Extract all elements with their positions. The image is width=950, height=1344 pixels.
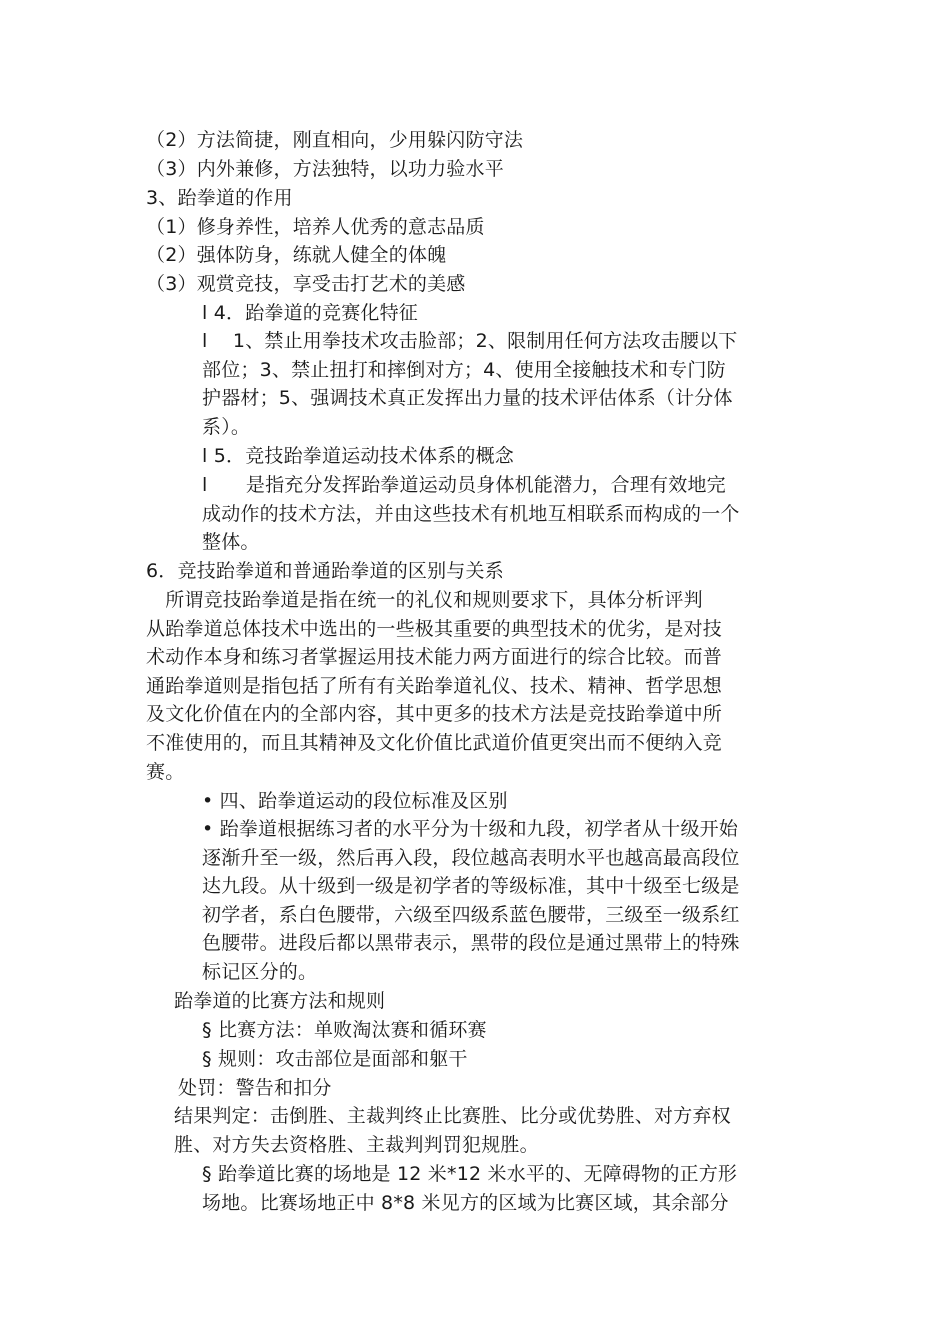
paragraph-row: 结果判定：击倒胜、主裁判终止比赛胜、比分或优势胜、对方弃权 — [174, 1105, 731, 1127]
paragraph-row: 色腰带。进段后都以黑带表示，黑带的段位是通过黑带上的特殊 — [202, 932, 740, 955]
paragraph-row: 部位；3、禁止扭打和摔倒对方；4、使用全接触技术和专门防 — [202, 358, 726, 381]
text-line-inner-outer: （3）内外兼修，方法独特，以功力验水平 — [146, 158, 504, 180]
paragraph-row: 从跆拳道总体技术中选出的一些极其重要的典型技术的优劣，是对技 — [146, 617, 723, 640]
heading-match-methods-rules: 跆拳道的比赛方法和规则 — [174, 990, 386, 1012]
paragraph-row: 及文化价值在内的全部内容，其中更多的技术方法是竞技跆拳道中所 — [146, 703, 723, 726]
text-line-cultivate: （1）修身养性，培养人优秀的意志品质 — [146, 216, 485, 238]
text-line-rules: § 规则：攻击部位是面部和躯干 — [202, 1048, 468, 1070]
text-line-strengthen: （2）强体防身，练就人健全的体魄 — [146, 244, 447, 266]
paragraph-row: 场地。比赛场地正中 8*8 米见方的区域为比赛区域，其余部分 — [202, 1191, 729, 1214]
heading-rank-standards: • 四、跆拳道运动的段位标准及区别 — [202, 790, 508, 812]
paragraph-row: 达九段。从十级到一级是初学者的等级标准，其中十级至七级是 — [202, 875, 740, 898]
paragraph-row: 标记区分的。 — [202, 960, 318, 983]
heading-competition-features: l 4．跆拳道的竞赛化特征 — [202, 302, 419, 324]
paragraph-row: • 跆拳道根据练习者的水平分为十级和九段，初学者从十级开始 — [202, 818, 739, 840]
paragraph-row: 所谓竞技跆拳道是指在统一的礼仪和规则要求下，具体分析评判 — [146, 589, 703, 611]
paragraph-row: 不准使用的，而且其精神及文化价值比武道价值更突出而不便纳入竞 — [146, 731, 723, 754]
paragraph-difference-relation — [146, 586, 722, 786]
paragraph-competition-rules — [202, 327, 738, 441]
paragraph-row: 初学者，系白色腰带，六级至四级系蓝色腰带，三级至一级系红 — [202, 903, 740, 926]
paragraph-row: 术动作本身和练习者掌握运用技术能力两方面进行的综合比较。而普 — [146, 646, 723, 669]
paragraph-row: 胜、对方失去资格胜、主裁判判罚犯规胜。 — [174, 1133, 539, 1156]
paragraph-result-judgement — [174, 1102, 731, 1159]
paragraph-competition-area — [202, 1160, 737, 1217]
paragraph-row: l 1、禁止用拳技术攻击脸部；2、限制用任何方法攻击腰以下 — [202, 330, 738, 352]
paragraph-row: 赛。 — [146, 760, 185, 783]
paragraph-row: 逐渐升至一级，然后再入段，段位越高表明水平也越高最高段位 — [202, 846, 740, 869]
paragraph-rank-standards — [202, 815, 740, 987]
text-line-method-simple: （2）方法简捷，刚直相向，少用躲闪防守法 — [146, 129, 524, 151]
paragraph-row: l 是指充分发挥跆拳道运动员身体机能潜力，合理有效地完 — [202, 474, 726, 496]
text-line-match-method: § 比赛方法：单败淘汰赛和循环赛 — [202, 1019, 487, 1041]
heading-taekwondo-functions: 3、跆拳道的作用 — [146, 187, 293, 209]
heading-difference-relation: 6．竞技跆拳道和普通跆拳道的区别与关系 — [146, 560, 504, 582]
text-line-penalty: 处罚：警告和扣分 — [178, 1077, 332, 1099]
paragraph-row: 通跆拳道则是指包括了所有有关跆拳道礼仪、技术、精神、哲学思想 — [146, 674, 723, 697]
paragraph-row: § 跆拳道比赛的场地是 12 米*12 米水平的、无障碍物的正方形 — [202, 1163, 738, 1185]
paragraph-row: 成动作的技术方法，并由这些技术有机地互相联系而构成的一个 — [202, 502, 740, 525]
text-line-appreciate: （3）观赏竞技，享受击打艺术的美感 — [146, 273, 466, 295]
heading-technique-system: l 5．竞技跆拳道运动技术体系的概念 — [202, 445, 515, 467]
paragraph-technique-definition — [202, 471, 740, 557]
paragraph-row: 系）。 — [202, 415, 251, 438]
paragraph-row: 整体。 — [202, 531, 260, 554]
paragraph-row: 护器材；5、强调技术真正发挥出力量的技术评估体系（计分体 — [202, 387, 733, 410]
